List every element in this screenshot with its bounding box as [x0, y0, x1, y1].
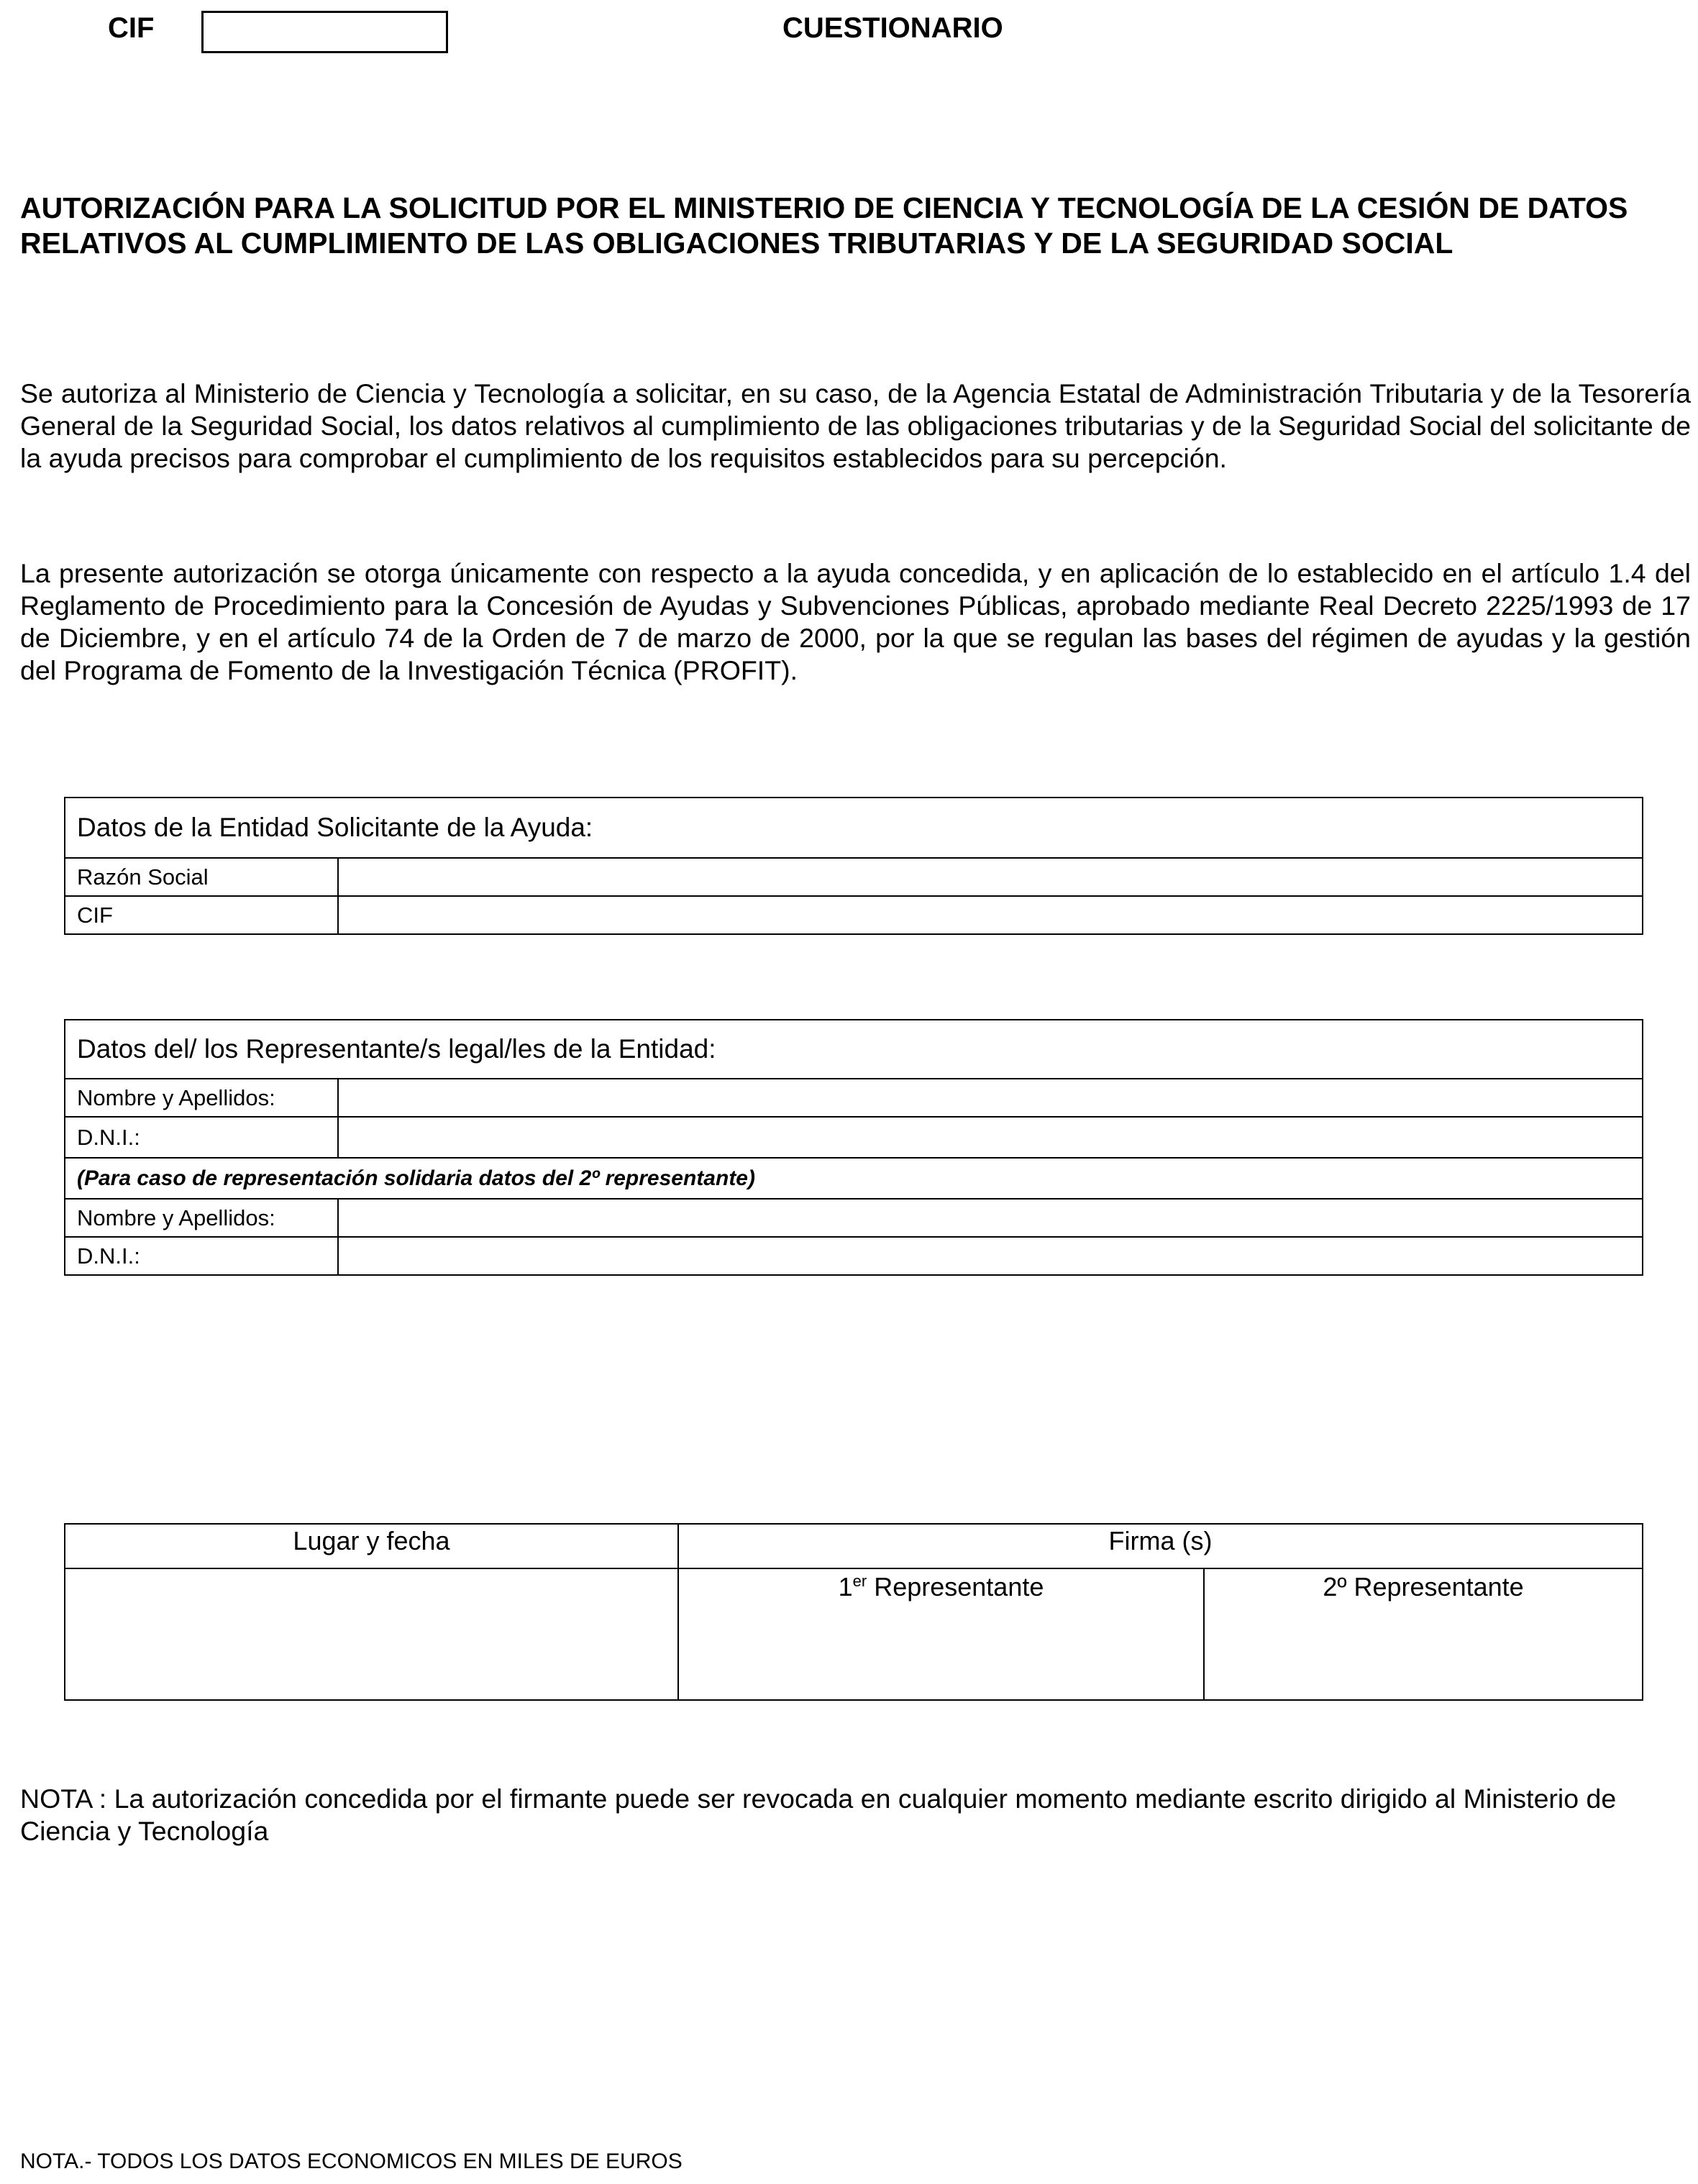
- rep1-signature-field[interactable]: [678, 1568, 1204, 1700]
- document-title: AUTORIZACIÓN PARA LA SOLICITUD POR EL MINISTERIO DE CIENCIA Y TECNOLOGÍA DE LA CESIÓN DE DATOS RELATIVOS AL CUMPLIMIENTO DE LAS OBLIGACIONES TRIBUTARIAS Y DE LA SEGURIDAD SOCIAL: [20, 191, 1628, 260]
- footer-note: NOTA.- TODOS LOS DATOS ECONOMICOS EN MILES DE EUROS: [20, 2149, 683, 2173]
- representantes-heading: Datos del/ los Representante/s legal/les de la Entidad:: [65, 1020, 1643, 1079]
- signature-table: [64, 1523, 1643, 1701]
- cif-input[interactable]: [201, 11, 448, 53]
- razon-social-field[interactable]: [338, 858, 1643, 896]
- revocation-note: NOTA : La autorización concedida por el firmante puede ser revocada en cualquier momento mediante escrito dirigido al Ministerio de Ciencia y Tecnología: [20, 1783, 1617, 1846]
- second-representative-note: (Para caso de representación solidaria datos del 2º representante): [65, 1158, 1643, 1199]
- rep2-dni-label: D.N.I.:: [65, 1237, 338, 1275]
- representantes-table: [64, 1019, 1643, 1276]
- table-row: [65, 896, 1643, 934]
- table-row: [65, 1079, 1643, 1117]
- rep1-dni-label: D.N.I.:: [65, 1117, 338, 1158]
- table-row: [65, 1199, 1643, 1237]
- lugar-fecha-field[interactable]: [65, 1568, 678, 1700]
- lugar-fecha-heading: Lugar y fecha: [65, 1524, 678, 1568]
- entidad-cif-field[interactable]: [338, 896, 1643, 934]
- cif-label: CIF: [108, 12, 155, 44]
- firma-heading: Firma (s): [678, 1524, 1643, 1568]
- legal-basis-paragraph: La presente autorización se otorga únicamente con respecto a la ayuda concedida, y en aplicación de lo establecido en el artículo 1.4 del Reglamento de Procedimiento para la Concesión de Ayudas y Subvenciones Públicas, aprobado mediante Real Decreto 2225/1993 de 17 de Diciembre, y en el artículo 74 de la Orden de 7 de marzo de 2000, por la que se regulan las bases del régimen de ayudas y la gestión del Programa de Fomento de la Investigación Técnica (PROFIT).: [20, 558, 1691, 685]
- rep2-nombre-field[interactable]: [338, 1199, 1643, 1237]
- table-row: [65, 1237, 1643, 1275]
- rep1-signature-label: 1er Representante: [838, 1572, 1044, 1602]
- entidad-table: [64, 797, 1643, 935]
- entidad-cif-label: CIF: [65, 896, 338, 934]
- rep1-nombre-label: Nombre y Apellidos:: [65, 1079, 338, 1117]
- table-row: [65, 858, 1643, 896]
- page-title: CUESTIONARIO: [782, 12, 1003, 44]
- rep2-signature-field[interactable]: [1204, 1568, 1643, 1700]
- rep2-nombre-label: Nombre y Apellidos:: [65, 1199, 338, 1237]
- authorization-paragraph: Se autoriza al Ministerio de Ciencia y Tecnología a solicitar, en su caso, de la Agencia Estatal de Administración Tributaria y de la Tesorería General de la Seguridad Social, los datos relativos al cumplimiento de las obligaciones tributarias y de la Seguridad Social del solicitante de la ayuda precisos para comprobar el cumplimiento de los requisitos establecidos para su percepción.: [20, 378, 1691, 473]
- table-row: [65, 1117, 1643, 1158]
- rep1-dni-field[interactable]: [338, 1117, 1643, 1158]
- entidad-heading: Datos de la Entidad Solicitante de la Ayuda:: [65, 798, 1643, 858]
- rep1-nombre-field[interactable]: [338, 1079, 1643, 1117]
- rep2-dni-field[interactable]: [338, 1237, 1643, 1275]
- rep2-signature-label: 2º Representante: [1323, 1572, 1524, 1602]
- razon-social-label: Razón Social: [65, 858, 338, 896]
